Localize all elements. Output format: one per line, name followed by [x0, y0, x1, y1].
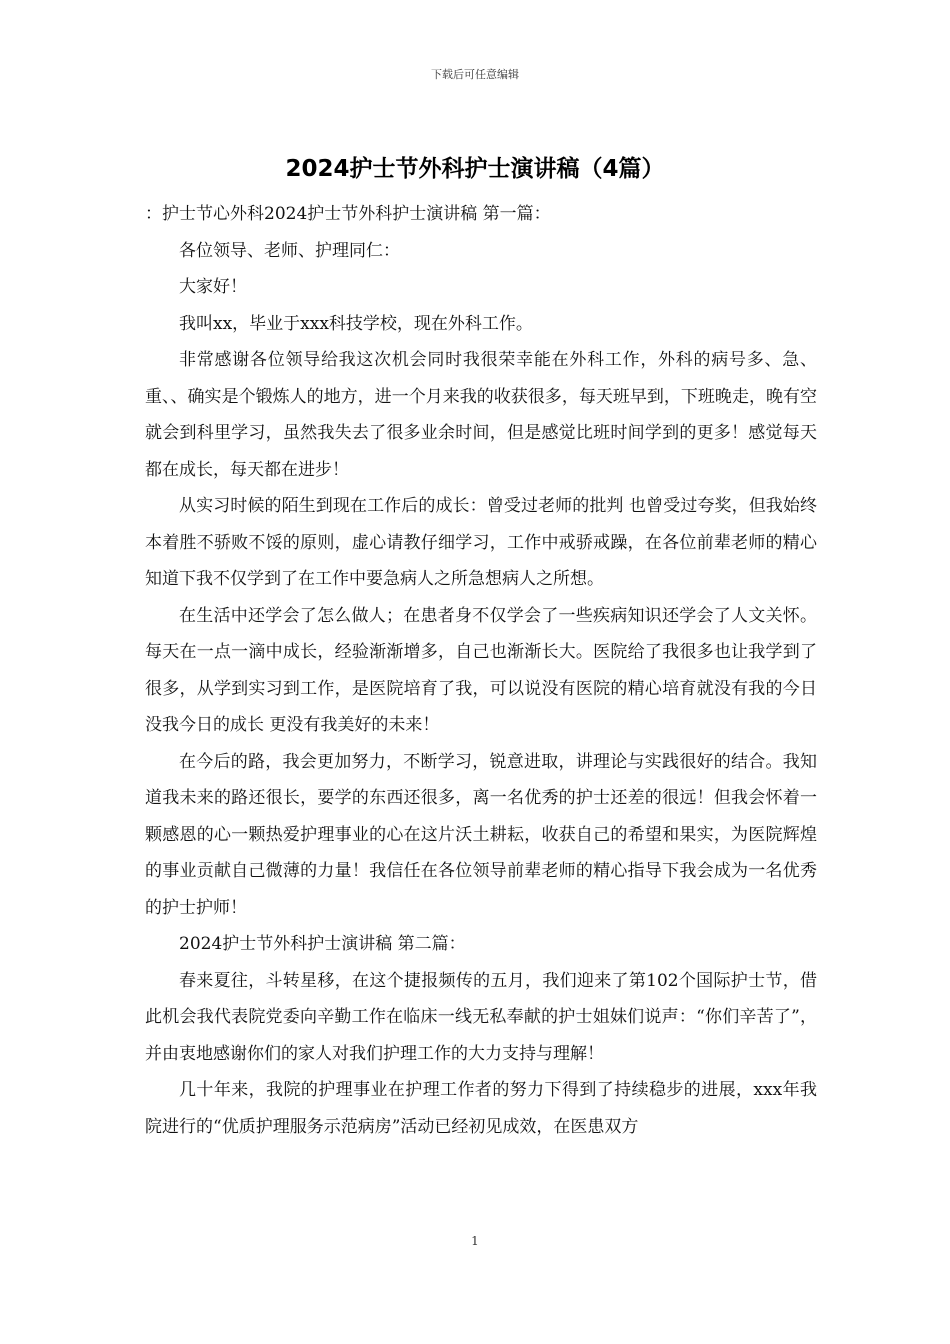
paragraph-nurses-day: 春来夏往，斗转星移，在这个捷报频传的五月，我们迎来了第102个国际护士节，借此机会我代表院党委向辛勤工作在临床一线无私奉献的护士姐妹们说声：“你们辛苦了”，并由衷地感谢你们的家人对我们护理工作的大力支持与理解！: [145, 970, 817, 1064]
paragraph-salutation: 各位领导、老师、护理同仁：: [179, 240, 400, 261]
intro-line: ：护士节心外科2024护士节外科护士演讲稿 第一篇：: [145, 204, 551, 224]
section-heading-second: 2024护士节外科护士演讲稿 第二篇：: [179, 934, 466, 954]
paragraph-life-lessons: 在生活中还学会了怎么做人；在患者身不仅学会了一些疾病知识还学会了人文关怀。每天在一点一滴中成长，经验渐渐增多，自己也渐渐长大。医院给了我很多也让我学到了很多，从学到实习到工作，是医院培育了我，可以说没有医院的精心培育就没有我的今日 没我今日的成长 更没有我美好的未来！: [145, 605, 817, 735]
paragraph-greeting: 大家好！: [179, 277, 247, 297]
paragraph-future: 在今后的路，我会更加努力，不断学习，锐意进取，讲理论与实践很好的结合。我知道我未来的路还很长，要学的东西还很多，离一名优秀的护士还差的很远！但我会怀着一颗感恩的心一颗热爱护理事业的心在这片沃土耕耘，收获自己的希望和果实，为医院辉煌的事业贡献自己微薄的力量！我信任在各位领导前辈老师的精心指导下我会成为一名优秀的护士护师！: [145, 751, 817, 918]
document-title: 2024护士节外科护士演讲稿（4篇）: [285, 156, 665, 182]
paragraph-progress: 几十年来，我院的护理事业在护理工作者的努力下得到了持续稳步的进展，xxx年我院进行的“优质护理服务示范病房”活动已经初见成效，在医患双方: [145, 1080, 817, 1137]
paragraph-growth: 从实习时候的陌生到现在工作后的成长：曾受过老师的批判 也曾受过夸奖，但我始终本着胜不骄败不馁的原则，虚心请教仔细学习，工作中戒骄戒躁，在各位前辈老师的精心知道下我不仅学到了在工作中要急病人之所急想病人之所想。: [145, 496, 817, 589]
document-body: [145, 196, 817, 1145]
paragraph-gratitude: 非常感谢各位领导给我这次机会同时我很荣幸能在外科工作，外科的病号多、急、重、、确实是个锻炼人的地方，进一个月来我的收获很多，每天班早到，下班晚走，晚有空就会到科里学习，虽然我失去了很多业余时间，但是感觉比班时间学到的更多！感觉每天都在成长，每天都在进步！: [145, 350, 817, 480]
paragraph-self-introduction: 我叫xx，毕业于xxx科技学校，现在外科工作。: [179, 313, 533, 334]
page-number: 1: [471, 1234, 479, 1248]
page-header-note: 下载后可任意编辑: [431, 68, 519, 81]
